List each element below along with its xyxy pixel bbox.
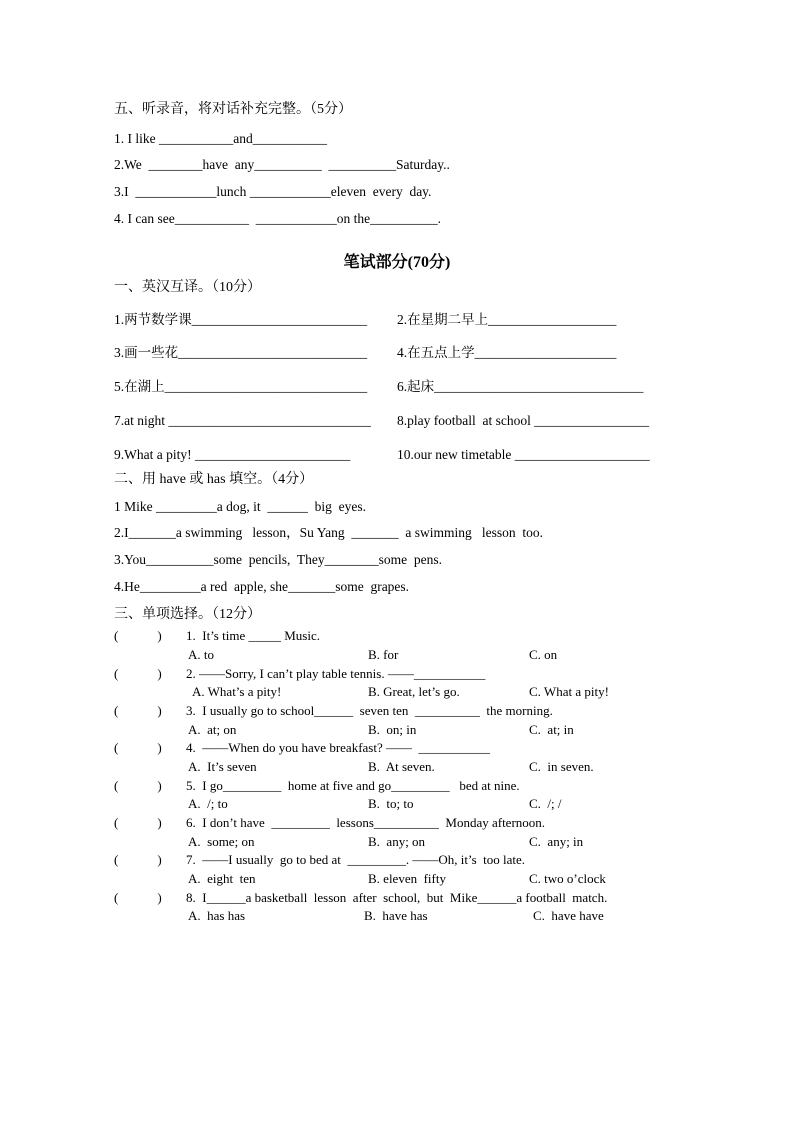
translation-item: 6.起床_______________________________ (397, 379, 644, 394)
option-a: A. to (188, 647, 214, 662)
translation-item: 7.at night ______________________________ (114, 413, 371, 428)
option-b: B. eleven fifty (368, 871, 446, 886)
translation-item: 8.play football at school _________________ (397, 413, 649, 428)
option-c: C. in seven. (529, 759, 594, 774)
option-a: A. eight ten (188, 871, 256, 886)
written-part-title: 笔试部分(70分) (343, 254, 451, 271)
listening-heading: 五、听录音，将对话补充完整。（5分） (114, 102, 352, 117)
answer-paren: ( ) (114, 740, 162, 755)
fill-line: 2.I_______a swimming lesson，Su Yang _______ a swimming lesson too. (114, 525, 544, 540)
answer-paren: ( ) (114, 628, 162, 643)
fill-line: 3.You__________some pencils, They________some pens. (114, 552, 442, 567)
option-c: C. have have (533, 908, 604, 923)
listening-line: 4. I can see___________ ____________on the__________. (114, 211, 441, 226)
listening-line: 1. I like ___________and___________ (114, 131, 327, 146)
option-a: A. at; on (188, 722, 237, 737)
answer-paren: ( ) (114, 666, 162, 681)
question-stem: 2. ——Sorry, I can’t play table tennis. ——___________ (186, 666, 486, 681)
translation-item: 10.our new timetable ____________________ (397, 447, 650, 462)
translation-item: 3.画一些花____________________________ (114, 345, 368, 360)
option-a: A. What’s a pity! (192, 684, 282, 699)
translation-item: 1.两节数学课__________________________ (114, 312, 368, 327)
answer-paren: ( ) (114, 852, 162, 867)
fill-line: 1 Mike _________a dog, it ______ big eyes. (114, 499, 366, 514)
question-stem: 3. I usually go to school______ seven ten __________ the morning. (186, 703, 553, 718)
translation-item: 5.在湖上______________________________ (114, 379, 368, 394)
choice-heading: 三、单项选择。（12分） (114, 607, 261, 622)
option-c: C. any; in (529, 834, 584, 849)
answer-paren: ( ) (114, 890, 162, 905)
fill-heading: 二、用 have 或 has 填空。（4分） (114, 472, 314, 487)
option-b: B. any; on (368, 834, 426, 849)
option-c: C. /; / (529, 796, 562, 811)
translation-item: 9.What a pity! _______________________ (114, 447, 351, 462)
listening-line: 2.We ________have any__________ __________Saturday.. (114, 157, 450, 172)
fill-line: 4.He_________a red apple, she_______some grapes. (114, 579, 410, 594)
listening-line: 3.I ____________lunch ____________eleven every day. (114, 184, 432, 199)
option-b: B. on; in (368, 722, 417, 737)
option-a: A. It’s seven (188, 759, 257, 774)
translation-heading: 一、英汉互译。（10分） (114, 280, 261, 295)
answer-paren: ( ) (114, 703, 162, 718)
option-b: B. Great, let’s go. (368, 684, 460, 699)
option-b: B. have has (364, 908, 428, 923)
option-c: C. on (529, 647, 558, 662)
question-stem: 6. I don’t have _________ lessons__________ Monday afternoon. (186, 815, 546, 830)
option-c: C. at; in (529, 722, 574, 737)
option-b: B. At seven. (368, 759, 435, 774)
answer-paren: ( ) (114, 778, 162, 793)
question-stem: 4. ——When do you have breakfast? —— ___________ (186, 740, 490, 755)
question-stem: 7. ——I usually go to bed at _________. ——Oh, it’s too late. (186, 852, 526, 867)
translation-item: 4.在五点上学_____________________ (397, 345, 617, 360)
option-c: C. What a pity! (529, 684, 609, 699)
question-stem: 1. It’s time _____ Music. (186, 628, 320, 643)
option-a: A. has has (188, 908, 246, 923)
option-a: A. /; to (188, 796, 228, 811)
option-c: C. two o’clock (529, 871, 606, 886)
option-b: B. for (368, 647, 399, 662)
question-stem: 8. I______a basketball lesson after school, but Mike______a football match. (186, 890, 608, 905)
option-b: B. to; to (368, 796, 414, 811)
answer-paren: ( ) (114, 815, 162, 830)
translation-item: 2.在星期二早上___________________ (397, 312, 617, 327)
question-stem: 5. I go_________ home at five and go_________ bed at nine. (186, 778, 520, 793)
option-a: A. some; on (188, 834, 255, 849)
